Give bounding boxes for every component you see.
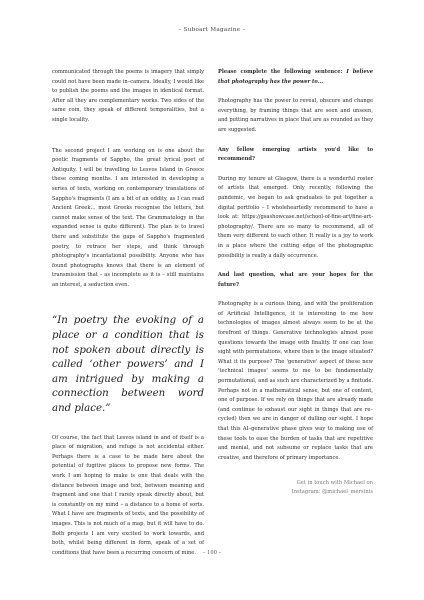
contact-note xyxy=(218,479,373,496)
pull-quote: “In poetry the evoking of a place or a condition that is not spoken about directly is called ‘other powers’ and I am intrigued by making a connection between word and place.” xyxy=(52,315,204,415)
question-italic: I believe that photography has the power to… xyxy=(218,69,373,85)
body-paragraph: The second project I am working on is one about the poetic fragments of Sappho, the great lyrical poet of Antiquity. I will be travelling to Lesvos Island in Greece these coming months. I am interested in developing a series of texts, working on contemporary translations of Sappho's fragments (I am a bit of an oddity, as I can read Ancient Greek… most Greeks recognise the letters, but cannot make sense of the text. The Grammatology in the expanded sense is quite different). The plan is to travel there and substitute the gaps of Sappho's fragmented poetry, to retrace her steps, and think through photography's incantational possibility. Anyone who has found photographs knows that there is an element of transmission that – as incomplete as it is – still maintains an interest, a seduction even. xyxy=(52,147,204,288)
interview-answer: During my tenure at Glasgow, there is a wonderful roster of artists that emerged. Only recently, following the pandemic, we began to ask graduates to put together a digital portfolio – I wholeheartedly recommend to have a look at: https://gsashowcase.net/school-of-fine-art/fine-art-photography/. There are so many to recommend, all of them very different to each other. It really is a joy to work in a place where the cutting edge of the photographic possibility is really a daily occurrence. xyxy=(218,175,373,259)
interview-answer: Photography is a curious thing, and with the proliferation of Artificial Intelligence, it is interesting to me how technologies of images almost always seem to be at the forefront of things. Generative technologies almost pose questions towards the image with finality. If one can lose sight with permutations, where then is the image situated? What it its purpose? The 'generative' aspect of these new 'technical images' seems to me to be fundamentally permutational, and as such are characterized by a finitude. Perhaps not in a mathematical sense, but one of content, one of purpose. If we rely on things that are already made (and continue to exhaust our sight in things that are re–cycled) then we are in danger of dulling our sight. I hope that this AI–generative phase gives way to making use of these tools to ease the burden of tasks that are repetitive and menial, and not subsume or replace tasks that are creative, and therefore of primary importance. xyxy=(218,301,373,461)
right-column xyxy=(218,68,373,496)
body-paragraph: Of course, the fact that Lesvos island in and of itself is a place of migration, and refuge is not accidental either. Perhaps there is a case to be made here about the potential of fugitive places to propose new forms. The work I am hoping to make is one that deals with the distance between image and text, between meaning and fragment and one that I rarely speak directly about, but is constantly on my mind – a distance to a home of sorts. What I have are fragments of texts, and the possibility of images. This is not much of a map, but it will have to do. Both projects I am very excited to work towards, and both, whilst being different in form, speak of a set of conditions that have been a recurring concern of mine. xyxy=(52,434,204,556)
question-text: Please complete the following sentence: xyxy=(218,69,347,75)
instagram-handle: Instagram: @michael_mersinis xyxy=(291,488,373,495)
magazine-header: – Suboart Magazine – xyxy=(178,27,246,33)
contact-line: Get in touch with Michael on xyxy=(296,480,373,487)
left-column xyxy=(52,68,204,558)
interview-question xyxy=(218,68,373,87)
interview-question: And last question, what are your hopes for the future? xyxy=(218,272,373,288)
interview-answer: Photography has the power to reveal, obscure and change everything, by framing things that are seen and unseen, and putting narratives in place that are as rounded as they are suggested. xyxy=(218,98,373,133)
body-paragraph: communicated through the poems is imagery that simply could not have been made in–camera. Ideally, I would like to publish the poems and the images in identical format. After all they are complementary works. Two sides of the same coin, they speak of different temporalities, but a single locality. xyxy=(52,69,204,123)
page-number: – 100 – xyxy=(202,550,222,556)
interview-question: Any fellow emerging artists you'd like to recommend? xyxy=(218,146,373,163)
